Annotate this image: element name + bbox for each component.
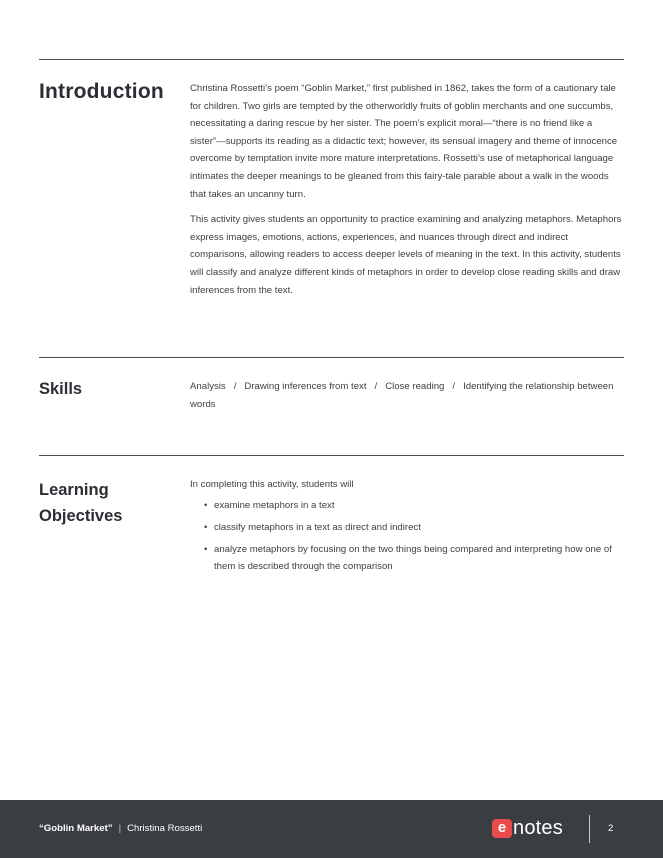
section-divider-objectives — [39, 455, 624, 456]
objective-item — [204, 519, 627, 537]
intro-heading: Introduction — [39, 80, 164, 103]
objectives-heading — [39, 477, 122, 529]
enotes-logo-icon: e — [492, 819, 512, 838]
skill-separator: / — [374, 381, 378, 392]
objective-text: classify metaphors in a text as direct and indirect — [214, 521, 421, 533]
objectives-lead: In completing this activity, students will — [190, 479, 354, 490]
intro-paragraph: This activity gives students an opportunity to practice examining and analyzing metaphors. Metaphors express images, emotions, actions, experiences, and nuances through direct and indirect comparisons, allowing readers to access deeper levels of meaning in the text. In this activity, students will classify and analyze different kinds of metaphors in order to develop close reading skills and draw inferences from the text. — [190, 214, 622, 296]
skill-item: Identifying the relationship between words — [190, 381, 614, 410]
objectives-body — [190, 476, 627, 580]
skill-item: Analysis — [190, 381, 226, 392]
skill-separator: / — [233, 381, 237, 392]
objective-text: analyze metaphors by focusing on the two things being compared and interpreting how one of them is described through the comparison — [214, 543, 612, 573]
footer-doc-title — [39, 823, 202, 834]
section-divider-top — [39, 59, 624, 60]
enotes-logo-text: notes — [513, 817, 563, 839]
bullet: • — [204, 521, 208, 533]
footer-work-title: “Goblin Market” — [39, 823, 113, 834]
skill-separator: / — [452, 381, 456, 392]
objective-item — [204, 497, 627, 515]
footer-divider: | — [118, 823, 122, 834]
skills-list — [190, 378, 627, 413]
bullet: • — [204, 543, 208, 555]
footer-author: Christina Rossetti — [127, 823, 203, 834]
objectives-list — [190, 497, 627, 576]
intro-body — [190, 80, 627, 307]
objectives-heading-line2: Objectives — [39, 507, 123, 525]
enotes-logo[interactable] — [492, 817, 563, 839]
section-divider-skills — [39, 357, 624, 358]
bullet: • — [204, 499, 208, 511]
skill-item: Drawing inferences from text — [244, 381, 367, 392]
skills-heading: Skills — [39, 380, 83, 398]
page-number: 2 — [608, 823, 614, 834]
intro-paragraph: Christina Rossetti’s poem “Goblin Market,” first published in 1862, takes the form of a cautionary tale for children. Two girls are tempted by the otherworldly fruits of goblin merchants and one succumbs, necessitating a daring rescue by her sister. The poem’s explicit moral—“there is no friend like a sister”—supports its reading as a didactic text; however, its sensual imagery and theme of innocence overcome by temptation invite more mature interpretations. Rossetti’s use of metaphorical language intimates the deeper meanings to be gleaned from this fairy-tale parable about a walk in the woods that takes an uncanny turn. — [190, 83, 618, 200]
objective-text: examine metaphors in a text — [214, 499, 335, 511]
objective-item — [204, 541, 627, 576]
objectives-heading-line1: Learning — [39, 481, 109, 499]
footer-vertical-divider — [589, 815, 590, 843]
page-footer — [0, 800, 663, 858]
skill-item: Close reading — [385, 381, 445, 392]
